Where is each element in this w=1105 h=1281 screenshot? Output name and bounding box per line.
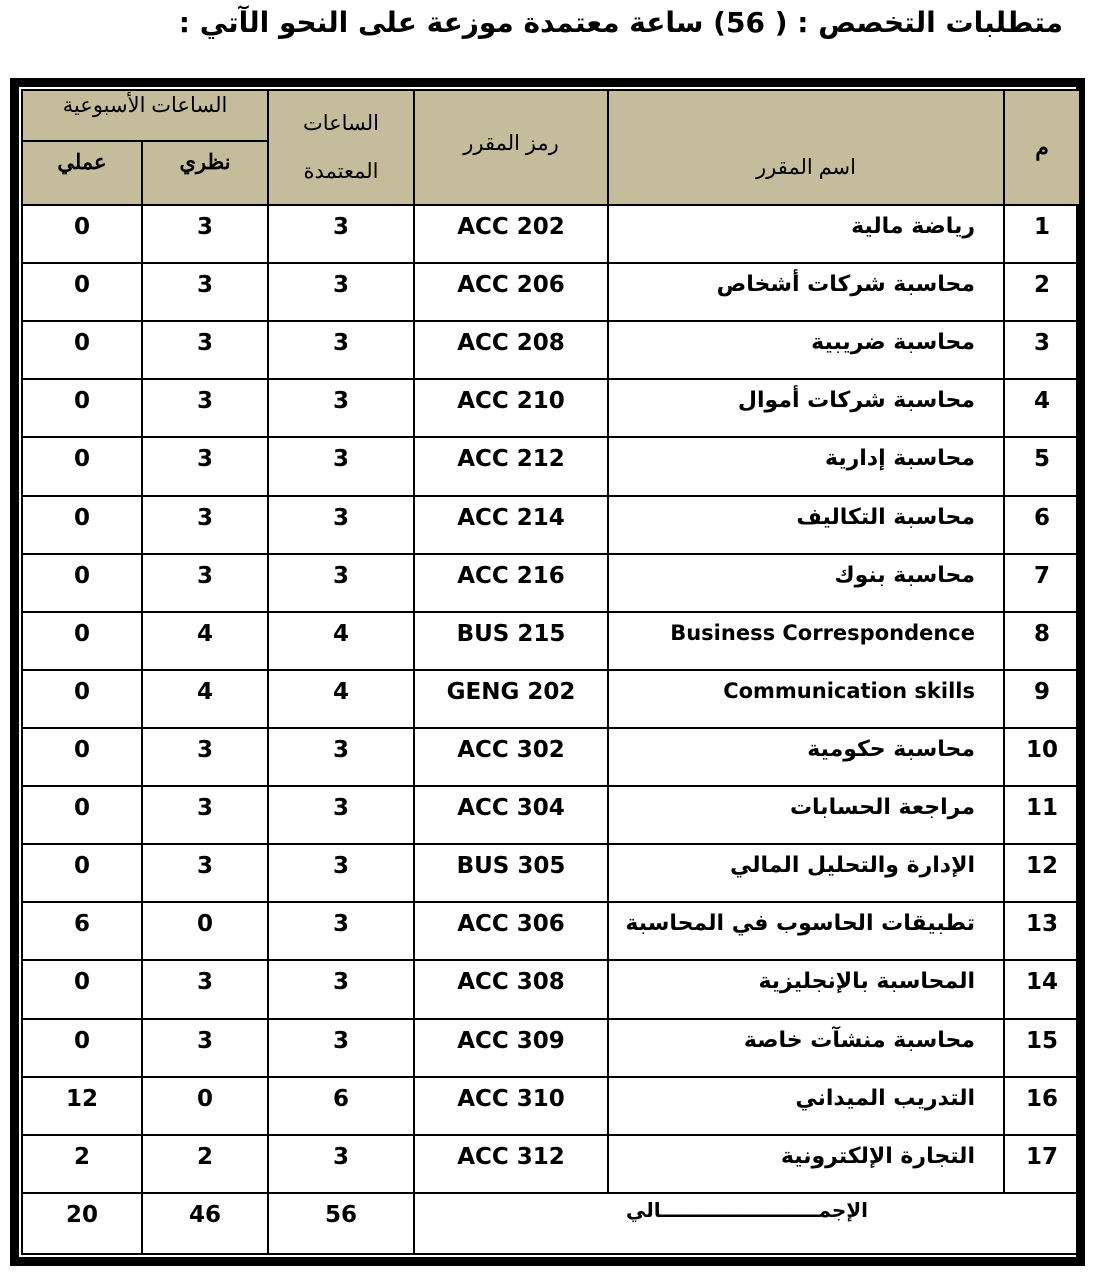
practical-hours: 0 [22, 496, 142, 554]
table-row [22, 1019, 1080, 1077]
row-number: 12 [1004, 844, 1080, 902]
credit-hours: 3 [268, 786, 414, 844]
practical-hours: 0 [22, 960, 142, 1018]
theory-hours: 3 [142, 554, 268, 612]
table-row [22, 554, 1080, 612]
theory-hours: 0 [142, 1077, 268, 1135]
credit-hours: 3 [268, 1135, 414, 1193]
theory-hours: 3 [142, 379, 268, 437]
course-code: ACC 208 [414, 321, 608, 379]
page-title: متطلبات التخصص : ( 56) ساعة معتمدة موزعة على النحو الآتي : [178, 6, 1063, 39]
table-row [22, 379, 1080, 437]
row-number: 11 [1004, 786, 1080, 844]
theory-hours: 3 [142, 1019, 268, 1077]
theory-hours: 3 [142, 786, 268, 844]
course-name: محاسبة شركات أشخاص [608, 263, 1004, 321]
practical-hours: 6 [22, 902, 142, 960]
course-code: ACC 214 [414, 496, 608, 554]
total-practical: 20 [22, 1193, 142, 1254]
theory-hours: 3 [142, 205, 268, 263]
practical-hours: 0 [22, 1019, 142, 1077]
total-credit: 56 [268, 1193, 414, 1254]
practical-hours: 0 [22, 379, 142, 437]
course-name: الإدارة والتحليل المالي [608, 844, 1004, 902]
theory-hours: 3 [142, 437, 268, 495]
theory-hours: 4 [142, 612, 268, 670]
table-row [22, 728, 1080, 786]
course-name: محاسبة شركات أموال [608, 379, 1004, 437]
total-theory: 46 [142, 1193, 268, 1254]
credit-hours: 3 [268, 554, 414, 612]
course-name: رياضة مالية [608, 205, 1004, 263]
credit-hours: 3 [268, 728, 414, 786]
practical-hours: 0 [22, 554, 142, 612]
theory-hours: 4 [142, 670, 268, 728]
theory-hours: 3 [142, 960, 268, 1018]
practical-hours: 0 [22, 612, 142, 670]
credit-hours: 6 [268, 1077, 414, 1135]
course-code: ACC 206 [414, 263, 608, 321]
row-number: 15 [1004, 1019, 1080, 1077]
theory-hours: 3 [142, 321, 268, 379]
credit-hours: 3 [268, 960, 414, 1018]
credit-hours: 4 [268, 670, 414, 728]
row-number: 4 [1004, 379, 1080, 437]
row-number: 1 [1004, 205, 1080, 263]
practical-hours: 2 [22, 1135, 142, 1193]
table-row [22, 1135, 1080, 1193]
table-row [22, 205, 1080, 263]
course-name: المحاسبة بالإنجليزية [608, 960, 1004, 1018]
table-row [22, 1077, 1080, 1135]
practical-hours: 0 [22, 437, 142, 495]
row-number: 9 [1004, 670, 1080, 728]
row-number: 14 [1004, 960, 1080, 1018]
course-code: BUS 215 [414, 612, 608, 670]
course-name: مراجعة الحسابات [608, 786, 1004, 844]
course-name: محاسبة إدارية [608, 437, 1004, 495]
total-label: الإجمـــــــــــــــــــــــالي [414, 1193, 1080, 1254]
practical-hours: 0 [22, 321, 142, 379]
credit-hours: 4 [268, 612, 414, 670]
table-row [22, 263, 1080, 321]
table-body [22, 205, 1080, 1254]
theory-hours: 0 [142, 902, 268, 960]
credit-hours: 3 [268, 844, 414, 902]
table-row [22, 670, 1080, 728]
credit-hours: 3 [268, 496, 414, 554]
credit-hours: 3 [268, 902, 414, 960]
course-name: محاسبة بنوك [608, 554, 1004, 612]
row-number: 10 [1004, 728, 1080, 786]
practical-hours: 12 [22, 1077, 142, 1135]
course-name: محاسبة منشآت خاصة [608, 1019, 1004, 1077]
row-number: 6 [1004, 496, 1080, 554]
header-course-name: اسم المقرر [608, 90, 1004, 205]
table-row [22, 496, 1080, 554]
header-theory: نظري [142, 141, 268, 205]
course-code: ACC 212 [414, 437, 608, 495]
table-row [22, 844, 1080, 902]
credit-hours: 3 [268, 205, 414, 263]
course-name: التجارة الإلكترونية [608, 1135, 1004, 1193]
row-number: 3 [1004, 321, 1080, 379]
table-row [22, 612, 1080, 670]
credit-hours: 3 [268, 379, 414, 437]
table-row [22, 437, 1080, 495]
course-code: ACC 210 [414, 379, 608, 437]
table-row [22, 960, 1080, 1018]
course-code: ACC 306 [414, 902, 608, 960]
row-number: 7 [1004, 554, 1080, 612]
course-name: محاسبة التكاليف [608, 496, 1004, 554]
practical-hours: 0 [22, 263, 142, 321]
theory-hours: 3 [142, 728, 268, 786]
header-course-code: رمز المقرر [414, 90, 608, 205]
table-frame [10, 78, 1085, 1266]
course-name: Business Correspondence [608, 612, 1004, 670]
course-code: ACC 309 [414, 1019, 608, 1077]
course-code: ACC 312 [414, 1135, 608, 1193]
credit-hours: 3 [268, 263, 414, 321]
row-number: 16 [1004, 1077, 1080, 1135]
course-code: ACC 302 [414, 728, 608, 786]
row-number: 8 [1004, 612, 1080, 670]
row-number: 5 [1004, 437, 1080, 495]
practical-hours: 0 [22, 728, 142, 786]
course-name: Communication skills [608, 670, 1004, 728]
table-row [22, 786, 1080, 844]
course-code: ACC 216 [414, 554, 608, 612]
course-code: GENG 202 [414, 670, 608, 728]
course-code: ACC 308 [414, 960, 608, 1018]
credit-hours: 3 [268, 1019, 414, 1077]
theory-hours: 3 [142, 844, 268, 902]
header-credit-hours: الساعات المعتمدة [268, 90, 414, 205]
theory-hours: 3 [142, 263, 268, 321]
theory-hours: 3 [142, 496, 268, 554]
practical-hours: 0 [22, 786, 142, 844]
total-row [22, 1193, 1080, 1254]
course-code: ACC 202 [414, 205, 608, 263]
header-weekly-hours: الساعات الأسبوعية [22, 90, 268, 141]
course-code: BUS 305 [414, 844, 608, 902]
practical-hours: 0 [22, 844, 142, 902]
table-row [22, 902, 1080, 960]
course-name: محاسبة ضريبية [608, 321, 1004, 379]
course-code: ACC 310 [414, 1077, 608, 1135]
table-row [22, 321, 1080, 379]
practical-hours: 0 [22, 670, 142, 728]
row-number: 17 [1004, 1135, 1080, 1193]
course-name: تطبيقات الحاسوب في المحاسبة [608, 902, 1004, 960]
courses-table [21, 89, 1081, 1255]
header-practical: عملي [22, 141, 142, 205]
credit-hours: 3 [268, 321, 414, 379]
row-number: 2 [1004, 263, 1080, 321]
practical-hours: 0 [22, 205, 142, 263]
course-code: ACC 304 [414, 786, 608, 844]
theory-hours: 2 [142, 1135, 268, 1193]
credit-hours: 3 [268, 437, 414, 495]
row-number: 13 [1004, 902, 1080, 960]
course-name: محاسبة حكومية [608, 728, 1004, 786]
header-num: م [1004, 90, 1080, 205]
course-name: التدريب الميداني [608, 1077, 1004, 1135]
